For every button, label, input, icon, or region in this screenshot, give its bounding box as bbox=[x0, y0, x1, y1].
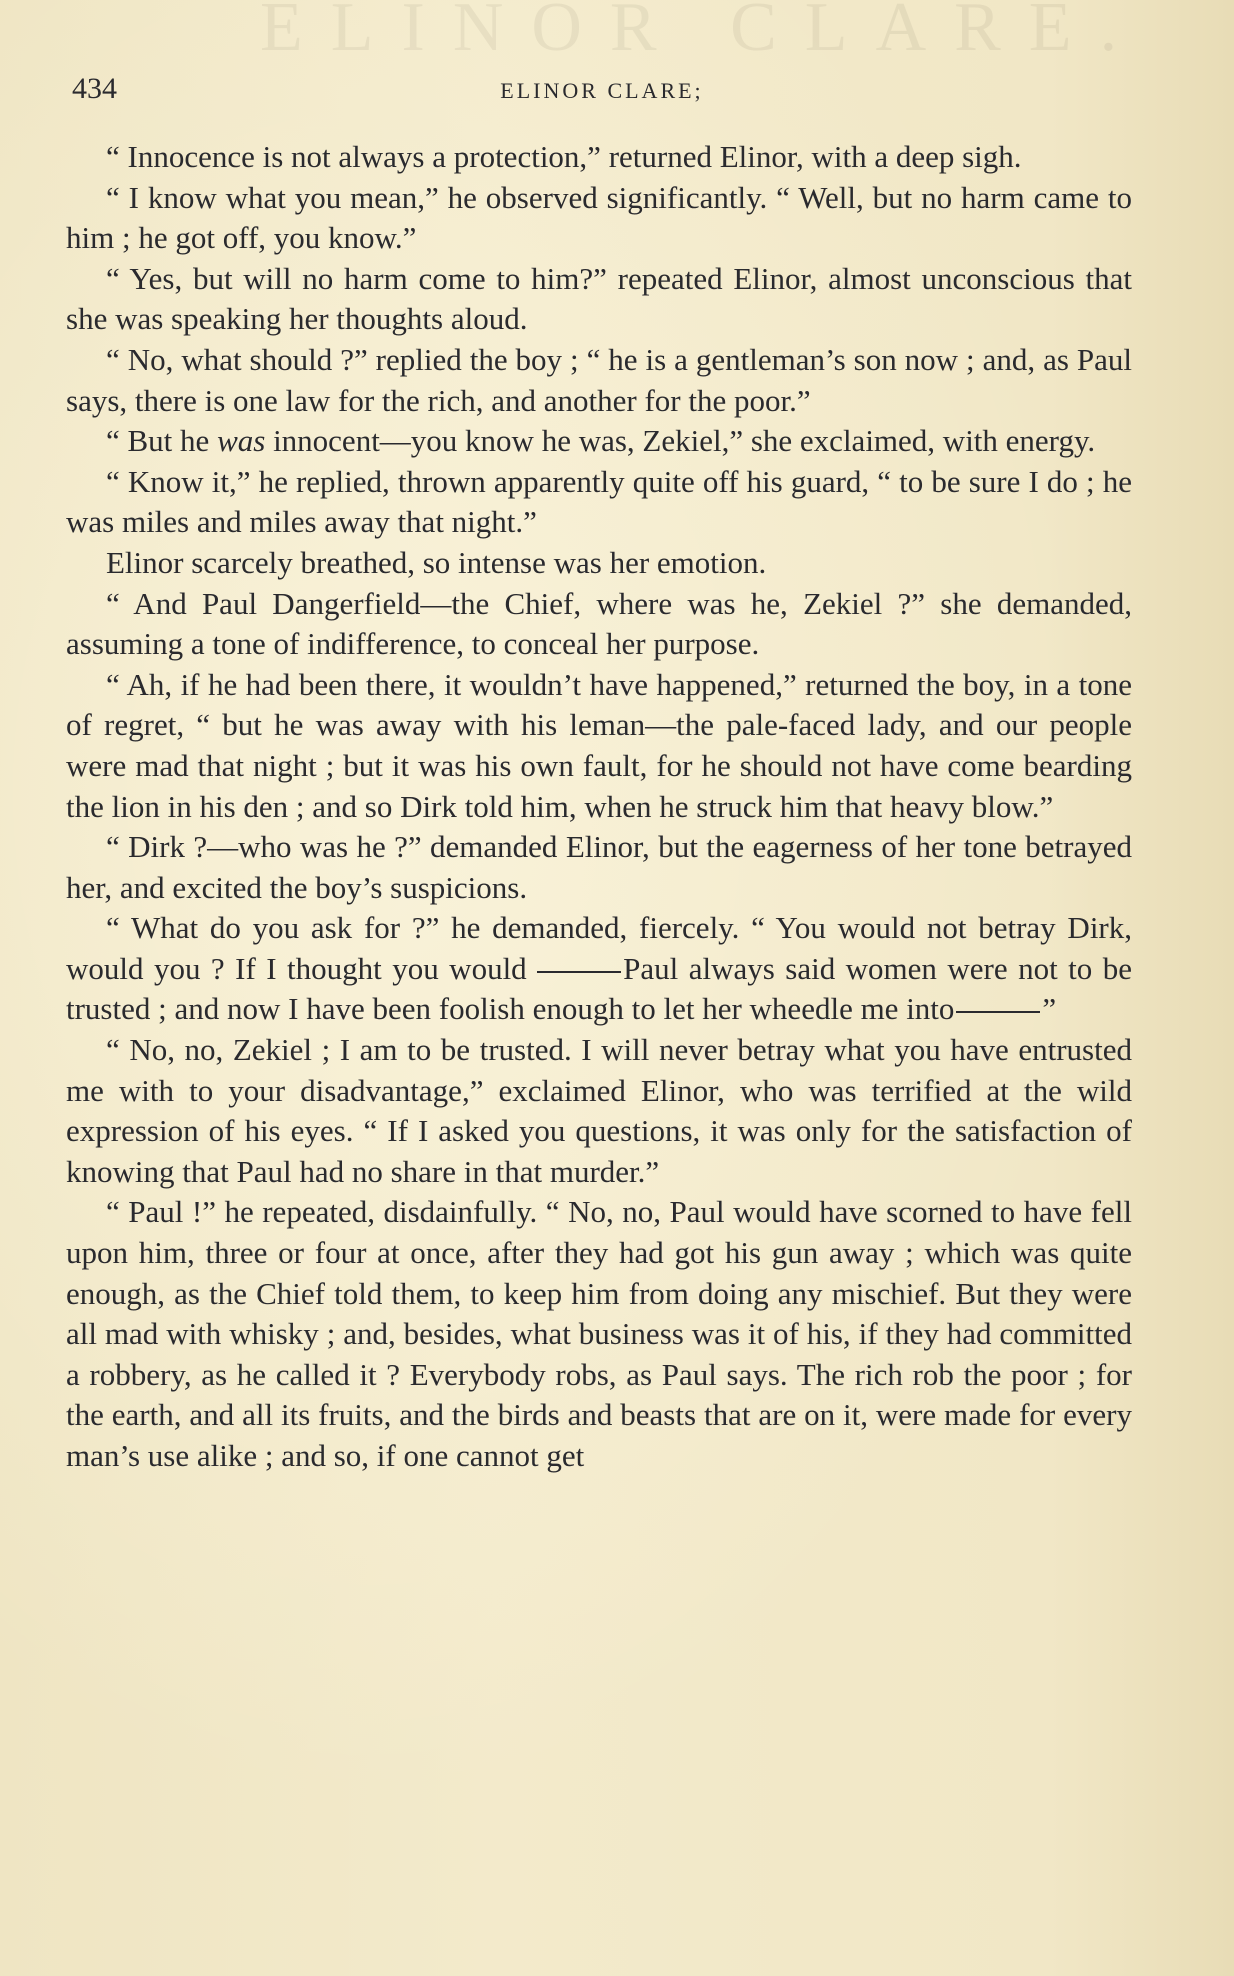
paragraph: “ Innocence is not always a protection,” returned Elinor, with a deep sigh. bbox=[106, 139, 1022, 174]
em-dash-rule bbox=[537, 971, 621, 973]
paragraph: “ Ah, if he had been there, it wouldn’t have happened,” returned the boy, in a tone of regret, “ but he was away with his leman—the pale-faced lady, and our people were mad that night ; but it was his own fault, for he should not have come bearding the lion in his den ; and so Dirk told him, when he struck him that heavy blow.” bbox=[66, 666, 1132, 824]
paragraph: “ I know what you mean,” he observed significantly. “ Well, but no harm came to him ; he got off, you know.” bbox=[66, 179, 1132, 256]
emphasized-word: was bbox=[217, 423, 266, 459]
page-header bbox=[72, 72, 1132, 112]
paragraph-text: “ What do you ask for ?” he demanded, fiercely. “ You would not betray Dirk, would you ? If I thought you would bbox=[66, 910, 1132, 986]
paragraph: “ Dirk ?—who was he ?” demanded Elinor, but the eagerness of her tone betrayed her, and excited the boy’s suspicions. bbox=[66, 829, 1132, 905]
paragraph: “ No, no, Zekiel ; I am to be trusted. I will never betray what you have entrusted me with to your disadvantage,” exclaimed Elinor, who was terrified at the wild expression of his eyes. “ If I asked you questions, it was only for the satisfaction of knowing that Paul had no share in that murder.” bbox=[66, 1032, 1132, 1189]
paragraph-text: ” bbox=[1042, 991, 1057, 1027]
paragraph: “ Know it,” he replied, thrown apparently quite off his guard, “ to be sure I do ; he was miles and miles away that night.” bbox=[66, 463, 1132, 540]
paragraph: Elinor scarcely breathed, so intense was her emotion. bbox=[106, 544, 767, 580]
body-text bbox=[66, 137, 1132, 1477]
paragraph-text: “ But he bbox=[106, 423, 218, 459]
page-number: 434 bbox=[72, 72, 117, 105]
em-dash-rule bbox=[956, 1011, 1040, 1013]
paragraph-text: innocent—you know he was, Zekiel,” she exclaimed, with energy. bbox=[265, 423, 1096, 459]
bleed-through-text: ELINOR CLARE. bbox=[260, 0, 1146, 66]
paragraph bbox=[66, 908, 1132, 1030]
paragraph: “ And Paul Dangerfield—the Chief, where was he, Zekiel ?” she demanded, assuming a tone of indifference, to conceal her purpose. bbox=[66, 585, 1132, 662]
running-head: ELINOR CLARE; bbox=[500, 78, 704, 103]
paragraph: “ Paul !” he repeated, disdainfully. “ No, no, Paul would have scorned to have fell upon him, three or four at once, after they had got his gun away ; which was quite enough, as the Chief told them, to keep him from doing any mischief. But they were all mad with whisky ; and, besides, what business was it of his, if they had committed a robbery, as he called it ? Everybody robs, as Paul says. The rich rob the poor ; for the earth, and all its fruits, and the birds and beasts that are on it, were made for every man’s use alike ; and so, if one cannot get bbox=[66, 1194, 1132, 1473]
paragraph: “ Yes, but will no harm come to him?” repeated Elinor, almost unconscious that she was speaking her thoughts aloud. bbox=[66, 260, 1132, 337]
paragraph: “ No, what should ?” replied the boy ; “ he is a gentleman’s son now ; and, as Paul says, there is one law for the rich, and another for the poor.” bbox=[66, 341, 1132, 418]
paragraph bbox=[66, 421, 1132, 462]
paragraph-text: Paul always said women were not to be trusted ; and now I have been foolish enough to let her wheedle me into bbox=[66, 950, 1132, 1027]
